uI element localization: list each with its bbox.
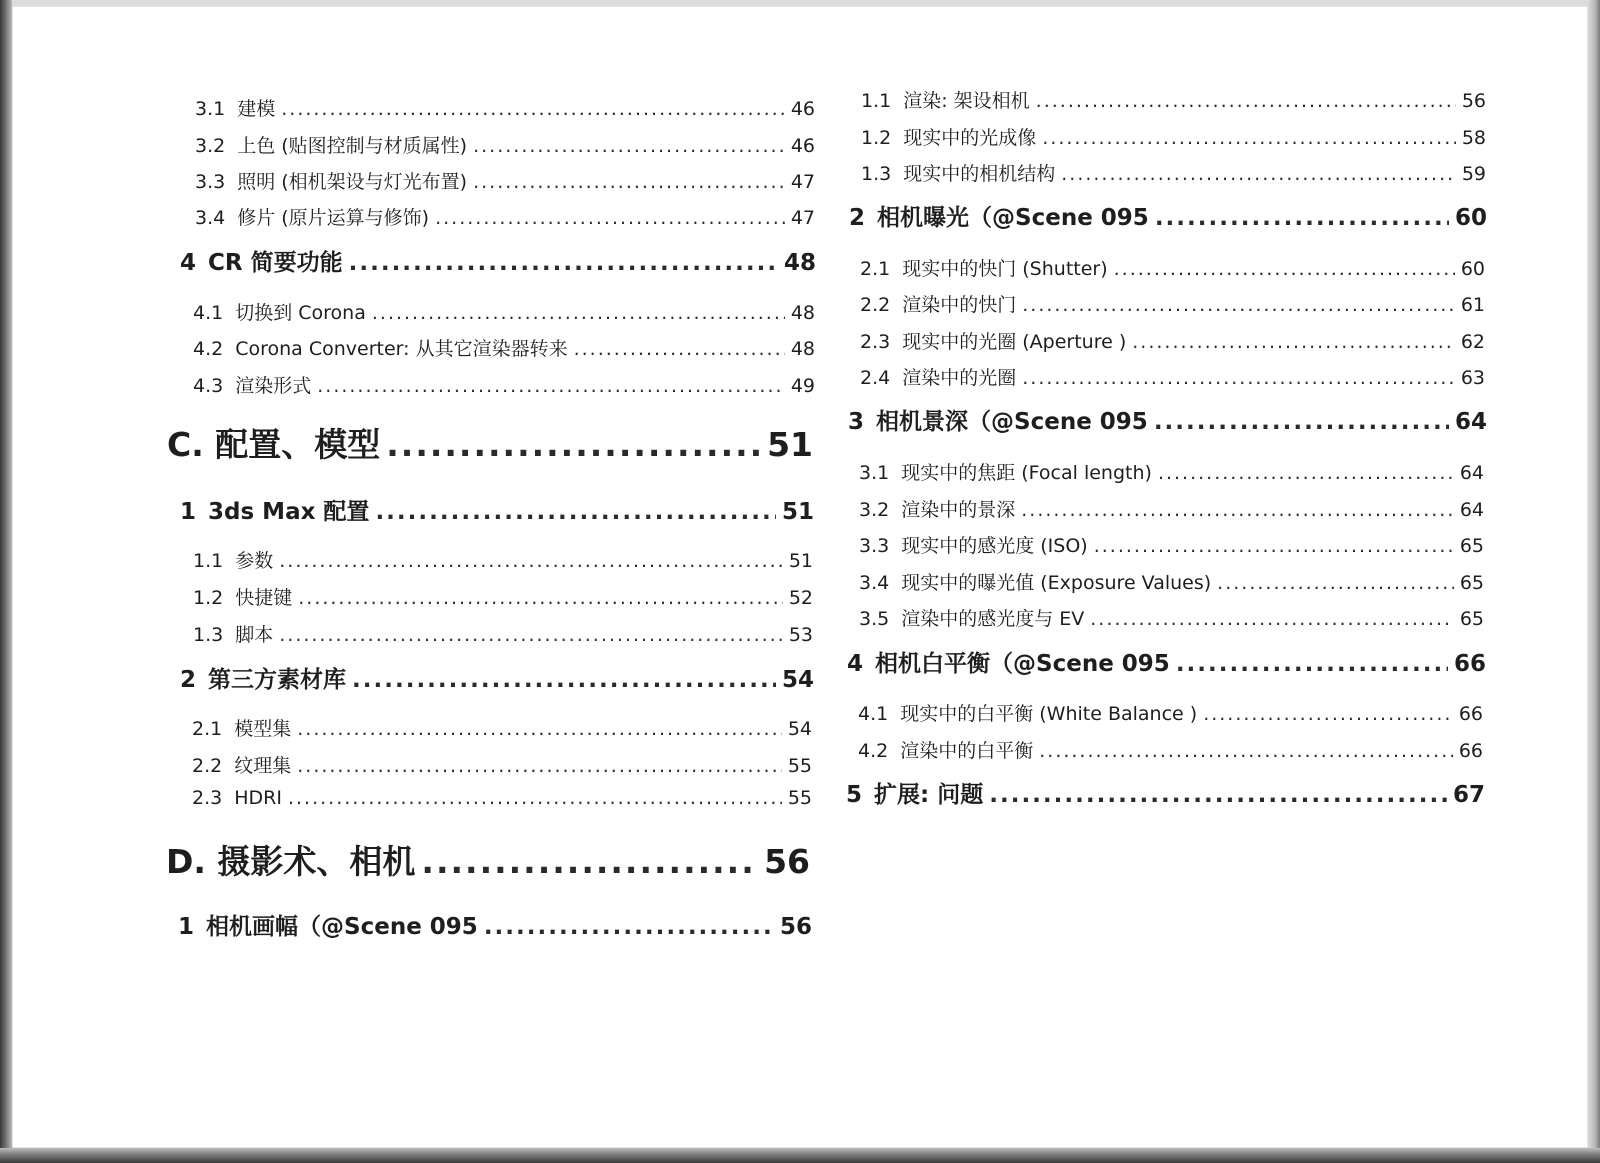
toc-entry[interactable] bbox=[193, 371, 815, 399]
toc-entry-page: 53 bbox=[788, 624, 813, 646]
toc-entry-page: 48 bbox=[783, 250, 816, 276]
toc-entry-page: 64 bbox=[1459, 499, 1484, 521]
toc-entry-title: 切换到 Corona bbox=[235, 302, 366, 324]
toc-entry-title: 渲染中的快门 bbox=[902, 294, 1017, 316]
toc-entry-page: 65 bbox=[1459, 572, 1484, 594]
toc-entry-page: 49 bbox=[790, 375, 815, 397]
toc-dot-leader bbox=[349, 250, 778, 276]
toc-dot-leader bbox=[1022, 367, 1455, 389]
toc-entry[interactable] bbox=[860, 254, 1485, 282]
toc-dot-leader bbox=[281, 98, 785, 120]
toc-entry[interactable] bbox=[193, 620, 813, 648]
toc-entry-page: 63 bbox=[1460, 367, 1485, 389]
toc-entry-title: 渲染形式 bbox=[235, 375, 312, 397]
toc-dot-leader bbox=[1022, 294, 1455, 316]
toc-entry-title: HDRI bbox=[234, 787, 282, 809]
toc-entry-title: 参数 bbox=[235, 550, 274, 572]
toc-entry-number: 1.3 bbox=[861, 163, 892, 185]
toc-entry-number: 4.1 bbox=[193, 302, 224, 324]
toc-entry-title: 现实中的焦距 (Focal length) bbox=[901, 462, 1152, 484]
toc-entry[interactable] bbox=[861, 159, 1486, 187]
toc-dot-leader bbox=[1158, 462, 1454, 484]
toc-dot-leader bbox=[298, 587, 783, 609]
toc-entry-number: 3.2 bbox=[195, 135, 226, 157]
toc-entry-page: 66 bbox=[1458, 740, 1483, 762]
toc-dot-leader bbox=[1132, 331, 1455, 353]
toc-dot-leader bbox=[1042, 127, 1456, 149]
toc-entry-title: 纹理集 bbox=[234, 755, 292, 777]
toc-entry[interactable] bbox=[195, 131, 815, 159]
toc-entry-page: 47 bbox=[790, 171, 815, 193]
toc-entry-number: 3.3 bbox=[195, 171, 226, 193]
toc-entry-title: 现实中的感光度 (ISO) bbox=[901, 535, 1088, 557]
toc-entry-number: 3.5 bbox=[859, 608, 890, 630]
toc-entry-number: 2.1 bbox=[192, 718, 223, 740]
toc-entry-number: 3.2 bbox=[859, 499, 890, 521]
toc-entry-number: 3.4 bbox=[859, 572, 890, 594]
toc-dot-leader bbox=[297, 718, 782, 740]
toc-entry-page: 56 bbox=[764, 842, 810, 881]
toc-dot-leader bbox=[297, 755, 782, 777]
toc-entry[interactable] bbox=[858, 699, 1483, 727]
toc-entry-number: 1 bbox=[178, 914, 195, 940]
toc-dot-leader bbox=[473, 171, 785, 193]
toc-entry-title: 现实中的相机结构 bbox=[903, 163, 1056, 185]
toc-entry[interactable] bbox=[193, 583, 813, 611]
toc-dot-leader bbox=[279, 624, 783, 646]
toc-entry[interactable] bbox=[861, 86, 1486, 114]
toc-entry-title: CR 简要功能 bbox=[208, 250, 343, 276]
toc-entry-page: 51 bbox=[781, 499, 814, 525]
toc-entry[interactable] bbox=[860, 327, 1485, 355]
toc-dot-leader bbox=[1217, 572, 1454, 594]
toc-entry-number: 2 bbox=[849, 205, 866, 231]
toc-entry[interactable] bbox=[859, 604, 1484, 632]
toc-entry-page: 56 bbox=[1461, 90, 1486, 112]
toc-entry-number: 4.2 bbox=[858, 740, 889, 762]
toc-entry-number: 2.3 bbox=[860, 331, 891, 353]
toc-entry-title: 扩展: 问题 bbox=[874, 782, 984, 808]
toc-entry-title: 渲染中的感光度与 EV bbox=[901, 608, 1085, 630]
toc-entry[interactable] bbox=[846, 776, 1485, 808]
toc-entry-number: 1 bbox=[180, 499, 197, 525]
toc-entry-title: 现实中的曝光值 (Exposure Values) bbox=[901, 572, 1212, 594]
scan-edge-bottom bbox=[0, 1148, 1600, 1163]
scan-edge-left bbox=[0, 0, 12, 1163]
toc-dot-leader bbox=[484, 914, 774, 940]
toc-dot-leader bbox=[1155, 205, 1449, 231]
toc-entry-page: 55 bbox=[787, 787, 812, 809]
toc-entry[interactable] bbox=[861, 123, 1486, 151]
toc-entry-title: 渲染中的光圈 bbox=[902, 367, 1017, 389]
toc-dot-leader bbox=[435, 207, 785, 229]
toc-entry[interactable] bbox=[847, 645, 1486, 677]
toc-dot-leader bbox=[317, 375, 785, 397]
toc-dot-leader bbox=[989, 782, 1447, 808]
toc-entry[interactable] bbox=[180, 244, 816, 276]
toc-entry-title: 第三方素材库 bbox=[208, 667, 347, 693]
toc-entry[interactable] bbox=[192, 787, 812, 815]
toc-entry-number: 3.1 bbox=[859, 462, 890, 484]
toc-entry-page: 54 bbox=[781, 667, 814, 693]
toc-entry-page: 66 bbox=[1453, 651, 1486, 677]
toc-entry-number: 1.1 bbox=[861, 90, 892, 112]
toc-dot-leader bbox=[386, 425, 761, 464]
toc-dot-leader bbox=[1021, 499, 1454, 521]
toc-entry-number: 3 bbox=[848, 409, 865, 435]
toc-entry-title: 建模 bbox=[237, 98, 276, 120]
toc-entry-page: 51 bbox=[788, 550, 813, 572]
toc-entry-page: 65 bbox=[1459, 535, 1484, 557]
toc-dot-leader bbox=[1090, 608, 1454, 630]
toc-entry-number: 2.2 bbox=[192, 755, 223, 777]
toc-entry-page: 64 bbox=[1459, 462, 1484, 484]
toc-entry-title: 现实中的光成像 bbox=[903, 127, 1037, 149]
toc-entry-number: 1.2 bbox=[861, 127, 892, 149]
toc-entry-number: 3.4 bbox=[195, 207, 226, 229]
toc-entry-page: 62 bbox=[1460, 331, 1485, 353]
toc-entry-number: 5 bbox=[846, 782, 863, 808]
toc-entry[interactable] bbox=[195, 167, 815, 195]
toc-entry-number: 3.3 bbox=[859, 535, 890, 557]
toc-entry-title: 渲染中的景深 bbox=[901, 499, 1016, 521]
toc-dot-leader bbox=[1114, 258, 1455, 280]
toc-entry[interactable] bbox=[192, 751, 812, 779]
toc-entry[interactable] bbox=[193, 546, 813, 574]
toc-entry-number: 2.3 bbox=[192, 787, 223, 809]
toc-dot-leader bbox=[372, 302, 785, 324]
toc-dot-leader bbox=[375, 499, 776, 525]
toc-entry-title: 现实中的光圈 (Aperture ) bbox=[902, 331, 1127, 353]
toc-entry-page: 52 bbox=[788, 587, 813, 609]
toc-entry[interactable] bbox=[860, 363, 1485, 391]
toc-entry-page: 51 bbox=[767, 425, 813, 464]
toc-entry-title: 上色 (贴图控制与材质属性) bbox=[237, 135, 468, 157]
toc-entry-title: 现实中的快门 (Shutter) bbox=[902, 258, 1108, 280]
toc-entry-number: 3.1 bbox=[195, 98, 226, 120]
toc-entry-number: 4.3 bbox=[193, 375, 224, 397]
toc-entry-number: 1.2 bbox=[193, 587, 224, 609]
toc-entry-title: 渲染中的白平衡 bbox=[900, 740, 1034, 762]
toc-entry-page: 48 bbox=[790, 338, 815, 360]
toc-entry-page: 60 bbox=[1460, 258, 1485, 280]
toc-entry-page: 54 bbox=[787, 718, 812, 740]
toc-entry[interactable] bbox=[848, 403, 1487, 435]
toc-dot-leader bbox=[421, 842, 758, 881]
toc-entry-page: 64 bbox=[1454, 409, 1487, 435]
toc-dot-leader bbox=[1036, 90, 1456, 112]
toc-dot-leader bbox=[1061, 163, 1456, 185]
toc-entry-title: 模型集 bbox=[234, 718, 292, 740]
toc-entry-page: 47 bbox=[790, 207, 815, 229]
toc-entry-page: 48 bbox=[790, 302, 815, 324]
toc-entry-page: 55 bbox=[787, 755, 812, 777]
toc-entry[interactable] bbox=[858, 736, 1483, 764]
toc-dot-leader bbox=[473, 135, 785, 157]
toc-page bbox=[12, 6, 1588, 1148]
toc-dot-leader bbox=[574, 338, 785, 360]
toc-entry-page: 65 bbox=[1459, 608, 1484, 630]
toc-entry[interactable] bbox=[167, 419, 813, 463]
toc-entry-page: 66 bbox=[1458, 703, 1483, 725]
toc-entry-title: 渲染: 架设相机 bbox=[903, 90, 1030, 112]
toc-dot-leader bbox=[279, 550, 783, 572]
toc-entry[interactable] bbox=[193, 298, 815, 326]
toc-entry-title: Corona Converter: 从其它渲染器转来 bbox=[235, 338, 568, 360]
toc-entry-number: 4 bbox=[847, 651, 864, 677]
scan-edge-right bbox=[1588, 0, 1600, 1163]
toc-entry[interactable] bbox=[180, 661, 814, 693]
toc-entry-number: 1.3 bbox=[193, 624, 224, 646]
toc-entry-title: 相机曝光（@Scene 095 bbox=[877, 205, 1149, 231]
toc-entry[interactable] bbox=[860, 290, 1485, 318]
toc-entry-number: 4 bbox=[180, 250, 197, 276]
toc-entry[interactable] bbox=[178, 908, 812, 940]
toc-entry[interactable] bbox=[192, 714, 812, 742]
toc-entry[interactable] bbox=[195, 203, 815, 231]
toc-entry-number: 2.1 bbox=[860, 258, 891, 280]
toc-entry-title: D. 摄影术、相机 bbox=[166, 842, 416, 881]
toc-entry-title: 相机画幅（@Scene 095 bbox=[206, 914, 478, 940]
toc-entry-title: 快捷键 bbox=[235, 587, 293, 609]
toc-entry-page: 58 bbox=[1461, 127, 1486, 149]
toc-entry-number: 2.4 bbox=[860, 367, 891, 389]
toc-entry[interactable] bbox=[195, 94, 815, 122]
toc-dot-leader bbox=[1203, 703, 1453, 725]
toc-entry[interactable] bbox=[166, 836, 810, 880]
toc-entry[interactable] bbox=[859, 531, 1484, 559]
toc-dot-leader bbox=[288, 787, 782, 809]
toc-entry-title: 3ds Max 配置 bbox=[208, 499, 370, 525]
toc-entry-title: 相机白平衡（@Scene 095 bbox=[875, 651, 1170, 677]
toc-entry-page: 59 bbox=[1461, 163, 1486, 185]
toc-dot-leader bbox=[1154, 409, 1449, 435]
toc-entry-number: 2.2 bbox=[860, 294, 891, 316]
toc-entry-page: 46 bbox=[790, 98, 815, 120]
toc-entry-page: 60 bbox=[1454, 205, 1487, 231]
toc-entry-title: 照明 (相机架设与灯光布置) bbox=[237, 171, 468, 193]
toc-entry-title: 相机景深（@Scene 095 bbox=[876, 409, 1148, 435]
toc-entry-number: 4.1 bbox=[858, 703, 889, 725]
toc-entry-number: 1.1 bbox=[193, 550, 224, 572]
toc-entry-page: 56 bbox=[779, 914, 812, 940]
toc-entry-number: 2 bbox=[180, 667, 197, 693]
toc-entry-title: 脚本 bbox=[235, 624, 274, 646]
toc-entry-number: 4.2 bbox=[193, 338, 224, 360]
toc-entry-page: 61 bbox=[1460, 294, 1485, 316]
toc-entry[interactable] bbox=[193, 334, 815, 362]
toc-dot-leader bbox=[1039, 740, 1453, 762]
toc-entry-title: 修片 (原片运算与修饰) bbox=[237, 207, 430, 229]
toc-entry[interactable] bbox=[180, 493, 814, 525]
toc-entry-page: 67 bbox=[1452, 782, 1485, 808]
toc-entry[interactable] bbox=[849, 199, 1487, 231]
toc-entry-title: C. 配置、模型 bbox=[167, 425, 381, 464]
toc-dot-leader bbox=[352, 667, 776, 693]
toc-entry-title: 现实中的白平衡 (White Balance ) bbox=[900, 703, 1198, 725]
toc-dot-leader bbox=[1176, 651, 1448, 677]
toc-entry[interactable] bbox=[859, 568, 1484, 596]
toc-entry[interactable] bbox=[859, 458, 1484, 486]
toc-entry-page: 46 bbox=[790, 135, 815, 157]
toc-dot-leader bbox=[1094, 535, 1454, 557]
toc-entry[interactable] bbox=[859, 495, 1484, 523]
